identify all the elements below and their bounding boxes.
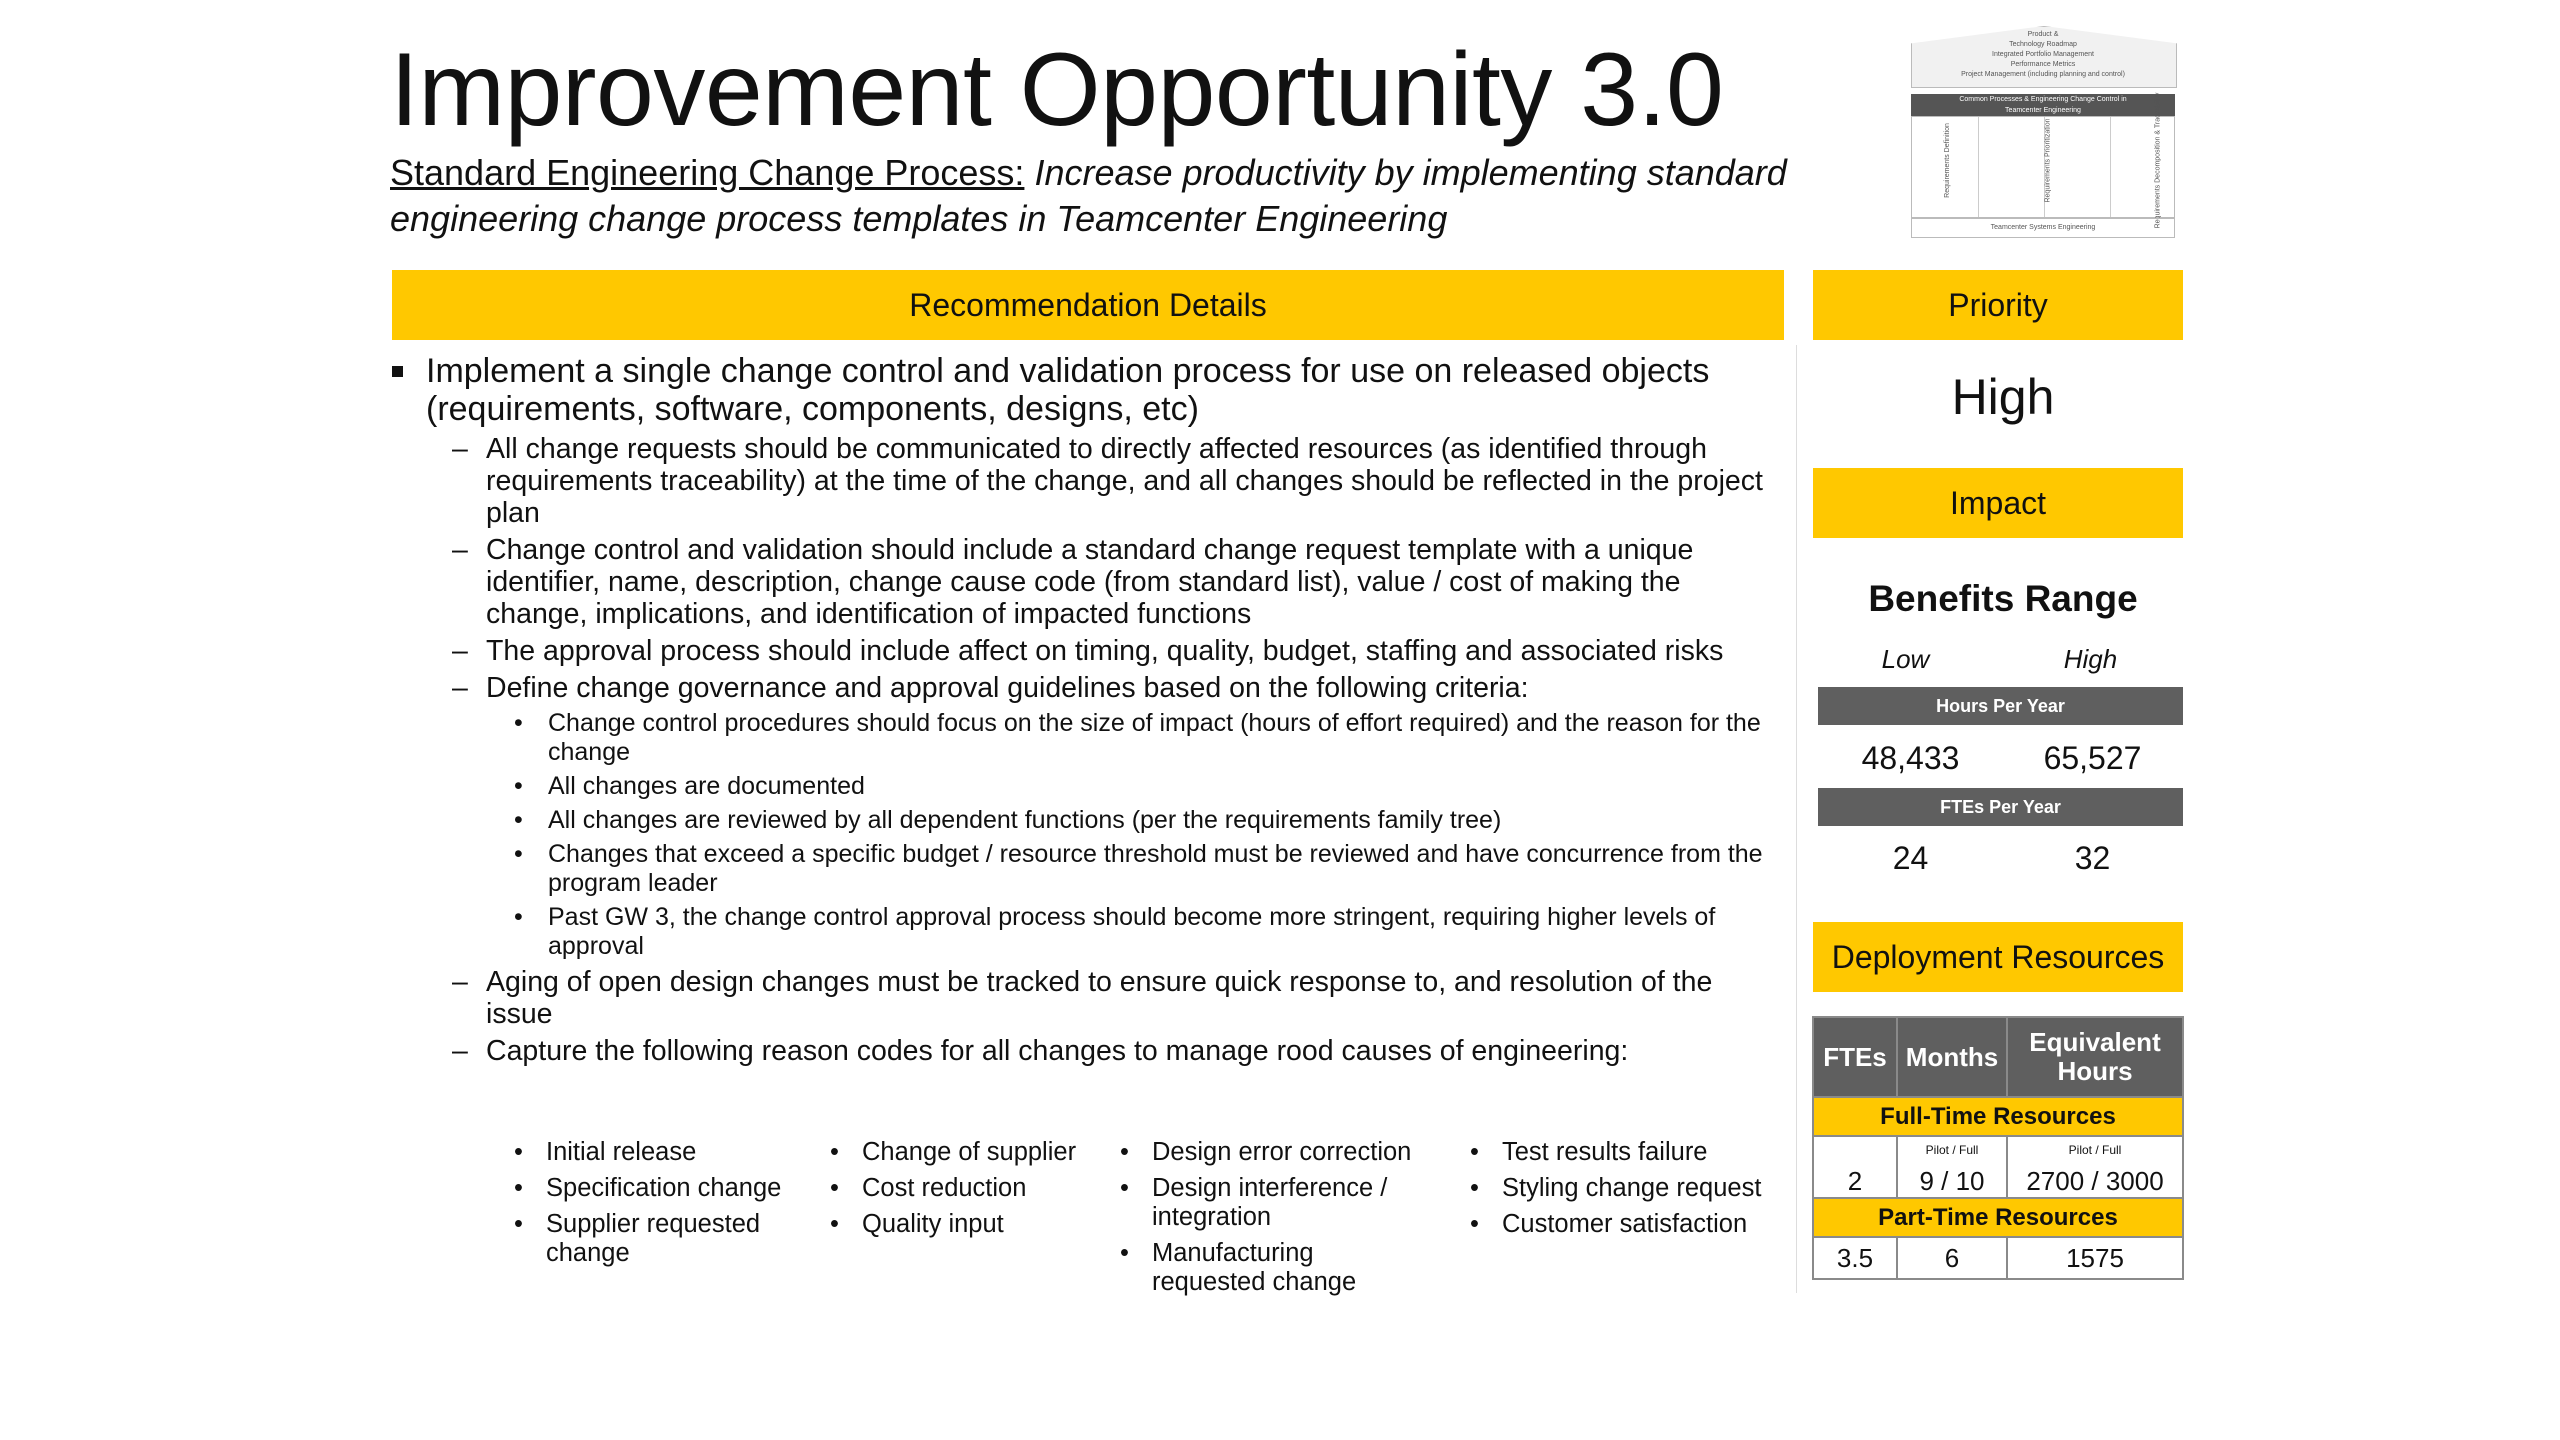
- thumbnail-band-line: Common Processes & Engineering Change Control in: [1959, 96, 2127, 103]
- reason-codes-col-3: [1120, 1138, 1420, 1304]
- framework-thumbnail: [1911, 26, 2175, 238]
- thumbnail-line: Performance Metrics: [2010, 61, 2076, 68]
- sub-bullet: – Capture the following reason codes for all changes to manage rood causes of engineering:: [392, 1035, 1782, 1067]
- thumbnail-line: Technology Roadmap: [2009, 41, 2077, 48]
- ftes-low-value: 24: [1892, 840, 1929, 876]
- full-time-months-cell: [1897, 1136, 2007, 1198]
- sub-bullet: – The approval process should include affect on timing, quality, budget, staffing and associated risks: [392, 635, 1782, 667]
- full-time-hours: 2700 / 3000: [2026, 1166, 2164, 1196]
- impact-header: Impact: [1813, 468, 2183, 538]
- main-bullet: Implement a single change control and validation process for use on released objects (requirements, software, components, designs, etc): [392, 352, 1782, 428]
- thumbnail-line: Project Management (including planning and control): [1961, 71, 2125, 78]
- criteria-bullet: • Past GW 3, the change control approval process should become more stringent, requiring higher levels of approval: [392, 903, 1782, 961]
- page-title: Improvement Opportunity 3.0: [390, 32, 1724, 148]
- full-time-ftes: 2: [1813, 1136, 1897, 1198]
- full-time-months: 9 / 10: [1919, 1166, 1985, 1196]
- col-equivalent-hours: Equivalent Hours: [2007, 1017, 2183, 1097]
- subtitle-description: Increase productivity by implementing standard engineering change process templates in Teamcenter Engineering: [390, 152, 1787, 239]
- reason-code: • Quality input: [830, 1210, 1120, 1239]
- thumbnail-band-line: Teamcenter Engineering: [2005, 107, 2081, 114]
- part-time-band: Part-Time Resources: [1813, 1198, 2183, 1237]
- high-label: High: [2063, 644, 2118, 674]
- thumbnail-divider: [2110, 117, 2111, 217]
- reason-code: • Styling change request: [1470, 1174, 1790, 1203]
- thumbnail-line: Integrated Portfolio Management: [1992, 51, 2094, 58]
- sub-bullet: – Aging of open design changes must be tracked to ensure quick response to, and resolution of the issue: [392, 966, 1782, 1030]
- reason-code: • Cost reduction: [830, 1174, 1120, 1203]
- hours-low-value: 48,433: [1861, 740, 1960, 776]
- ftes-per-year-bar: FTEs Per Year: [1818, 788, 2183, 826]
- reason-code: • Customer satisfaction: [1470, 1210, 1790, 1239]
- reason-codes-col-4: [1470, 1138, 1790, 1246]
- reason-code: • Manufacturing requested change: [1120, 1239, 1420, 1297]
- criteria-bullet: • Change control procedures should focus on the size of impact (hours of effort required) and the reason for the change: [392, 709, 1782, 767]
- recommendation-bullets: [392, 352, 1782, 1067]
- column-divider: [1796, 345, 1797, 1293]
- part-time-hours: 1575: [2007, 1237, 2183, 1279]
- col-months: Months: [1897, 1017, 2007, 1097]
- reason-code: • Specification change: [514, 1174, 814, 1203]
- reason-code: • Supplier requested change: [514, 1210, 814, 1268]
- reason-code: • Change of supplier: [830, 1138, 1120, 1167]
- subtitle-lead: Standard Engineering Change Process:: [390, 152, 1025, 193]
- criteria-bullet: • All changes are reviewed by all dependent functions (per the requirements family tree): [392, 806, 1782, 835]
- reason-code: • Design error correction: [1120, 1138, 1420, 1167]
- thumbnail-band: [1911, 94, 2175, 116]
- thumbnail-divider: [1978, 117, 1979, 217]
- sub-bullet: – All change requests should be communicated to directly affected resources (as identified through requirements traceability) at the time of the change, and all changes should be reflected in the project plan: [392, 433, 1782, 529]
- reason-code: • Design interference / integration: [1120, 1174, 1420, 1232]
- reason-code: • Initial release: [514, 1138, 814, 1167]
- criteria-bullet: • Changes that exceed a specific budget / resource threshold must be reviewed and have concurrence from the program leader: [392, 840, 1782, 898]
- deployment-header: Deployment Resources: [1813, 922, 2183, 992]
- priority-value: High: [1951, 369, 2055, 425]
- thumbnail-pillar-label: Requirements Decomposition & Traceability: [2154, 92, 2162, 229]
- full-time-hours-cell: [2007, 1136, 2183, 1198]
- thumbnail-footer: Teamcenter Systems Engineering: [1911, 218, 2175, 238]
- hours-high-value: 65,527: [2043, 740, 2142, 776]
- reason-code: • Test results failure: [1470, 1138, 1790, 1167]
- reason-codes-col-2: [830, 1138, 1120, 1246]
- pilot-full-label: Pilot / Full: [2068, 1143, 2122, 1157]
- sub-bullet: – Change control and validation should include a standard change request template with a unique identifier, name, description, change cause code (from standard list), value / cost of making the change, implications, and identification of impacted functions: [392, 534, 1782, 630]
- low-label: Low: [1881, 644, 1930, 674]
- ftes-high-value: 32: [2074, 840, 2111, 876]
- criteria-bullet: • All changes are documented: [392, 772, 1782, 801]
- thumbnail-pillar-label: Requirements Definition: [1943, 123, 1951, 198]
- thumbnail-line: Product &: [2027, 31, 2059, 38]
- hours-per-year-bar: Hours Per Year: [1818, 687, 2183, 725]
- reason-codes-col-1: [514, 1138, 814, 1275]
- priority-header: Priority: [1813, 270, 2183, 340]
- recommendation-header: Recommendation Details: [392, 270, 1784, 340]
- thumbnail-pillar-label: Requirements Prioritization: [2044, 118, 2052, 203]
- benefits-range-title: Benefits Range: [1868, 578, 2138, 619]
- pilot-full-label: Pilot / Full: [1925, 1143, 1979, 1157]
- sub-bullet: – Define change governance and approval guidelines based on the following criteria:: [392, 672, 1782, 704]
- deployment-table: [1812, 1016, 2184, 1280]
- col-ftes: FTEs: [1813, 1017, 1897, 1097]
- page-subtitle: [390, 150, 1870, 242]
- full-time-band: Full-Time Resources: [1813, 1097, 2183, 1136]
- part-time-months: 6: [1897, 1237, 2007, 1279]
- part-time-ftes: 3.5: [1813, 1237, 1897, 1279]
